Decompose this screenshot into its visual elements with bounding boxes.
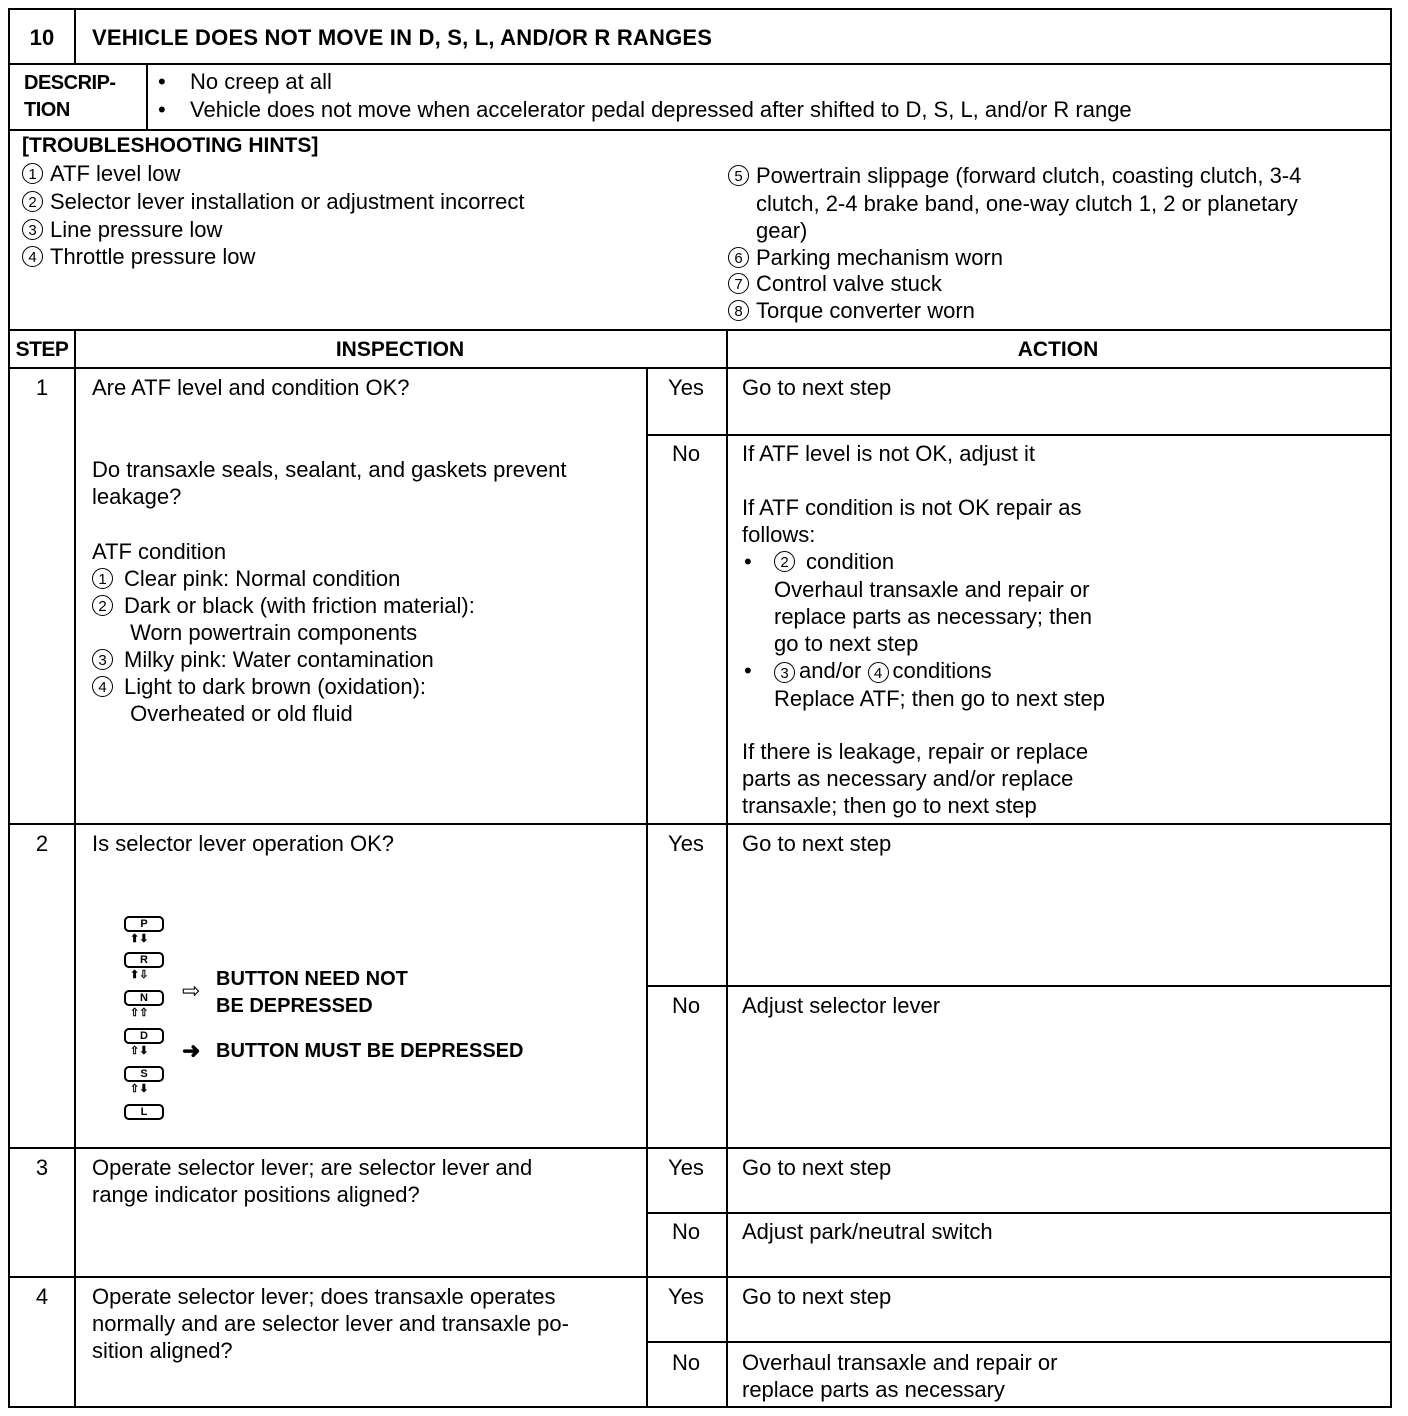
inspection-question: Operate selector lever; does transaxle operates normally and are selector lever and transaxle po- sition aligned? [92, 1284, 569, 1363]
inspection-question: Is selector lever operation OK? [92, 831, 395, 856]
circled-number: 4 [92, 676, 113, 697]
divider [10, 63, 1390, 65]
inspection-question: Do transaxle seals, sealant, and gaskets prevent leakage? [92, 457, 567, 509]
description-label-line2: TION [24, 99, 70, 121]
divider [726, 330, 728, 1408]
open-arrows-icon: ⇧⇧ [130, 1007, 149, 1019]
action-text: Overhaul transaxle and repair or replace parts as necessary; then go to next step [774, 577, 1092, 656]
description-bullet: • [158, 69, 166, 94]
hint-text: Control valve stuck [756, 271, 942, 296]
open-arrow-icon: ⇨ [182, 978, 201, 1003]
action-text: Adjust park/neutral switch [742, 1219, 993, 1244]
circled-number: 7 [728, 273, 749, 294]
action-text: If ATF condition is not OK repair as follows: [742, 495, 1082, 547]
action-condition [774, 657, 1074, 684]
description-label-line1: DESCRIP- [24, 72, 116, 94]
divider [10, 129, 1390, 131]
divider [646, 368, 648, 1408]
action-text: Go to next step [742, 1155, 892, 1180]
hints-heading: [TROUBLESHOOTING HINTS] [22, 134, 319, 157]
action-text: If ATF level is not OK, adjust it [742, 441, 1036, 466]
hint-text: Throttle pressure low [50, 244, 256, 269]
action-bullet: • [744, 549, 752, 574]
action-text: Adjust selector lever [742, 993, 941, 1018]
circled-number: 1 [92, 568, 113, 589]
hint-text: Powertrain slippage (forward clutch, coasting clutch, 3-4 [756, 163, 1302, 188]
condition-text: conditions [892, 658, 992, 683]
divider [10, 329, 1390, 331]
description-item: No creep at all [190, 69, 332, 94]
hint-text: Selector lever installation or adjustment incorrect [50, 189, 525, 214]
mixed-arrows-icon: ⇧⬇ [130, 1083, 149, 1095]
selector-lever-diagram [122, 912, 182, 1132]
yes-label: Yes [668, 831, 704, 856]
hint-text: Line pressure low [50, 217, 223, 242]
atf-text: Light to dark brown (oxidation): Overheated or old fluid [124, 674, 427, 726]
step-number: 4 [35, 1284, 49, 1309]
description-bullet: • [158, 97, 166, 122]
solid-arrows-icon: ⬆⬇ [130, 933, 149, 945]
no-label: No [671, 993, 701, 1018]
action-text: Go to next step [742, 1284, 892, 1309]
hint-text: Torque converter worn [756, 298, 975, 323]
legend-solid-arrow: BUTTON MUST BE DEPRESSED [216, 1040, 524, 1062]
lever-position-r: R [124, 952, 164, 968]
hint-text: clutch, 2-4 brake band, one-way clutch 1, 2 or planetary [756, 191, 1298, 216]
divider [646, 985, 1390, 987]
circled-number: 3 [22, 219, 43, 240]
step-number: 3 [35, 1155, 49, 1180]
lever-position-l: L [124, 1104, 164, 1120]
circled-number: 8 [728, 300, 749, 321]
sheet-number: 10 [29, 25, 55, 50]
circled-number: 4 [868, 662, 889, 683]
lever-position-s: S [124, 1066, 164, 1082]
condition-text: condition [806, 549, 895, 574]
divider [146, 64, 148, 130]
circled-number: 1 [22, 163, 43, 184]
column-action: ACTION [1017, 338, 1099, 361]
action-text: Overhaul transaxle and repair or replace parts as necessary [742, 1350, 1058, 1402]
solid-arrow-icon: ➜ [182, 1038, 201, 1063]
mixed-arrows-icon: ⇧⬇ [130, 1045, 149, 1057]
hint-text: ATF level low [50, 161, 181, 186]
inspection-question: Operate selector lever; are selector lever and range indicator positions aligned? [92, 1155, 533, 1207]
atf-text: Milky pink: Water contamination [124, 647, 434, 672]
divider [74, 10, 76, 64]
action-text: If there is leakage, repair or replace parts as necessary and/or replace transaxle; then go to next step [742, 739, 1089, 818]
lever-position-n: N [124, 990, 164, 1006]
yes-label: Yes [668, 1155, 704, 1180]
action-text: Go to next step [742, 375, 892, 400]
hint-text: Parking mechanism worn [756, 245, 1003, 270]
circled-number: 3 [774, 662, 795, 683]
atf-text: Dark or black (with friction material): Worn powertrain components [124, 593, 475, 645]
column-inspection: INSPECTION [335, 338, 465, 361]
divider [10, 823, 1390, 825]
divider [646, 434, 1390, 436]
lever-position-p: P [124, 916, 164, 932]
circled-number: 2 [22, 191, 43, 212]
circled-number: 2 [92, 595, 113, 616]
yes-label: Yes [668, 375, 704, 400]
inspection-question: Are ATF level and condition OK? [92, 375, 410, 400]
action-text: Go to next step [742, 831, 892, 856]
divider [646, 1341, 1390, 1343]
yes-label: Yes [668, 1284, 704, 1309]
atf-heading: ATF condition [92, 539, 227, 564]
legend-open-arrow: BUTTON NEED NOT BE DEPRESSED [216, 968, 408, 1017]
divider [10, 1147, 1390, 1149]
mixed-arrows-icon: ⬆⇩ [130, 969, 149, 981]
divider [74, 330, 76, 1408]
step-number: 1 [35, 375, 49, 400]
atf-text: Clear pink: Normal condition [124, 566, 401, 591]
divider [646, 1212, 1390, 1214]
circled-number: 6 [728, 247, 749, 268]
divider [10, 367, 1390, 369]
circled-number: 5 [728, 165, 749, 186]
description-item: Vehicle does not move when accelerator pedal depressed after shifted to D, S, L, and/or R range [190, 97, 1132, 122]
sheet-title: VEHICLE DOES NOT MOVE IN D, S, L, AND/OR R RANGES [92, 25, 713, 50]
action-bullet: • [744, 658, 752, 683]
action-text: Replace ATF; then go to next step [774, 686, 1106, 711]
step-number: 2 [35, 831, 49, 856]
hint-text: gear) [756, 218, 808, 243]
circled-number: 4 [22, 246, 43, 267]
no-label: No [671, 1350, 701, 1375]
no-label: No [671, 441, 701, 466]
no-label: No [671, 1219, 701, 1244]
divider [10, 1276, 1390, 1278]
column-step: STEP [15, 338, 69, 361]
lever-position-d: D [124, 1028, 164, 1044]
circled-number: 2 [774, 551, 795, 572]
troubleshooting-sheet [8, 8, 1392, 1408]
condition-text: and/or [799, 658, 862, 683]
circled-number: 3 [92, 649, 113, 670]
